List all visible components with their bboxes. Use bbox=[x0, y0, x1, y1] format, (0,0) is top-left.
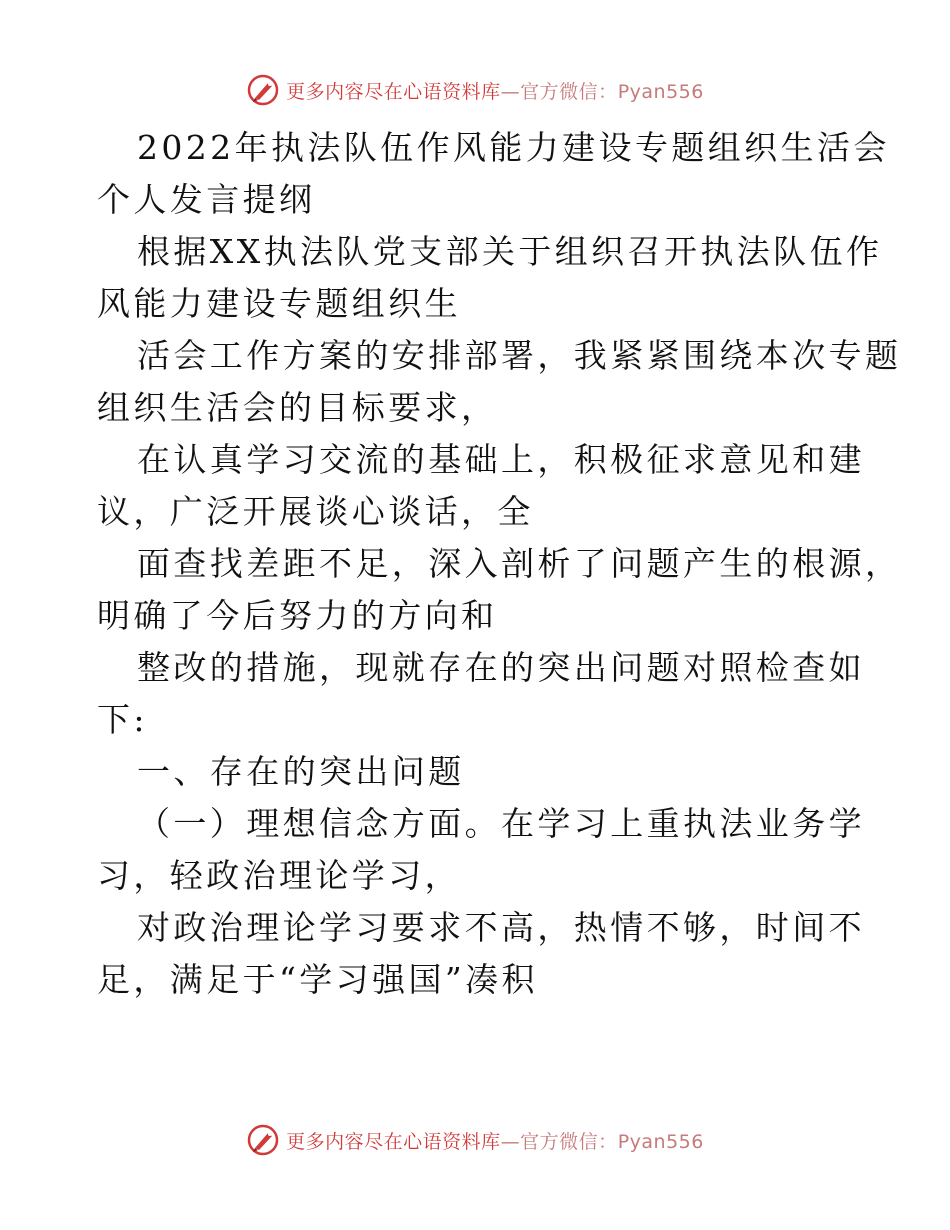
text-line: 个人发言提纲 bbox=[97, 180, 316, 219]
watermark-separator: — bbox=[500, 80, 521, 103]
document-body bbox=[97, 122, 902, 1006]
text-line: 议，广泛开展谈心谈话，全 bbox=[97, 492, 534, 531]
watermark-separator: — bbox=[500, 1130, 521, 1153]
text-line: 足，满足于“学习强国”凑积 bbox=[97, 960, 538, 999]
text-line: 习，轻政治理论学习， bbox=[97, 856, 461, 895]
text-line: 在认真学习交流的基础上，积极征求意见和建 bbox=[137, 440, 865, 479]
text-line: （一）理想信念方面。在学习上重执法业务学 bbox=[137, 804, 865, 843]
text-line: 对政治理论学习要求不高，热情不够，时间不 bbox=[137, 908, 865, 947]
text-line: 2022年执法队伍作风能力建设专题组织生活会 bbox=[137, 128, 890, 167]
pen-logo-icon bbox=[246, 1123, 280, 1157]
watermark-wechat-id: Pyan556 bbox=[617, 80, 704, 103]
text-line: 活会工作方案的安排部署，我紧紧围绕本次专题 bbox=[137, 336, 902, 375]
watermark-main-text: 更多内容尽在心语资料库 bbox=[286, 80, 501, 103]
text-line: 一、存在的突出问题 bbox=[137, 752, 465, 791]
watermark-wechat-label: 官方微信： bbox=[520, 80, 618, 103]
watermark-wechat-id: Pyan556 bbox=[617, 1130, 704, 1153]
text-line: 面查找差距不足，深入剖析了问题产生的根源， bbox=[137, 544, 902, 583]
text-line: 明确了今后努力的方向和 bbox=[97, 596, 498, 635]
watermark-wechat-label: 官方微信： bbox=[520, 1130, 618, 1153]
text-line: 根据XX执法队党支部关于组织召开执法队伍作 bbox=[137, 232, 883, 271]
watermark-banner-bottom bbox=[0, 1120, 950, 1160]
pen-logo-icon bbox=[246, 73, 280, 107]
text-line: 风能力建设专题组织生 bbox=[97, 284, 461, 323]
watermark-banner-top bbox=[0, 70, 950, 110]
text-line: 组织生活会的目标要求， bbox=[97, 388, 498, 427]
watermark-main-text: 更多内容尽在心语资料库 bbox=[286, 1130, 501, 1153]
text-line: 整改的措施，现就存在的突出问题对照检查如 bbox=[137, 648, 865, 687]
text-line: 下: bbox=[97, 700, 148, 739]
